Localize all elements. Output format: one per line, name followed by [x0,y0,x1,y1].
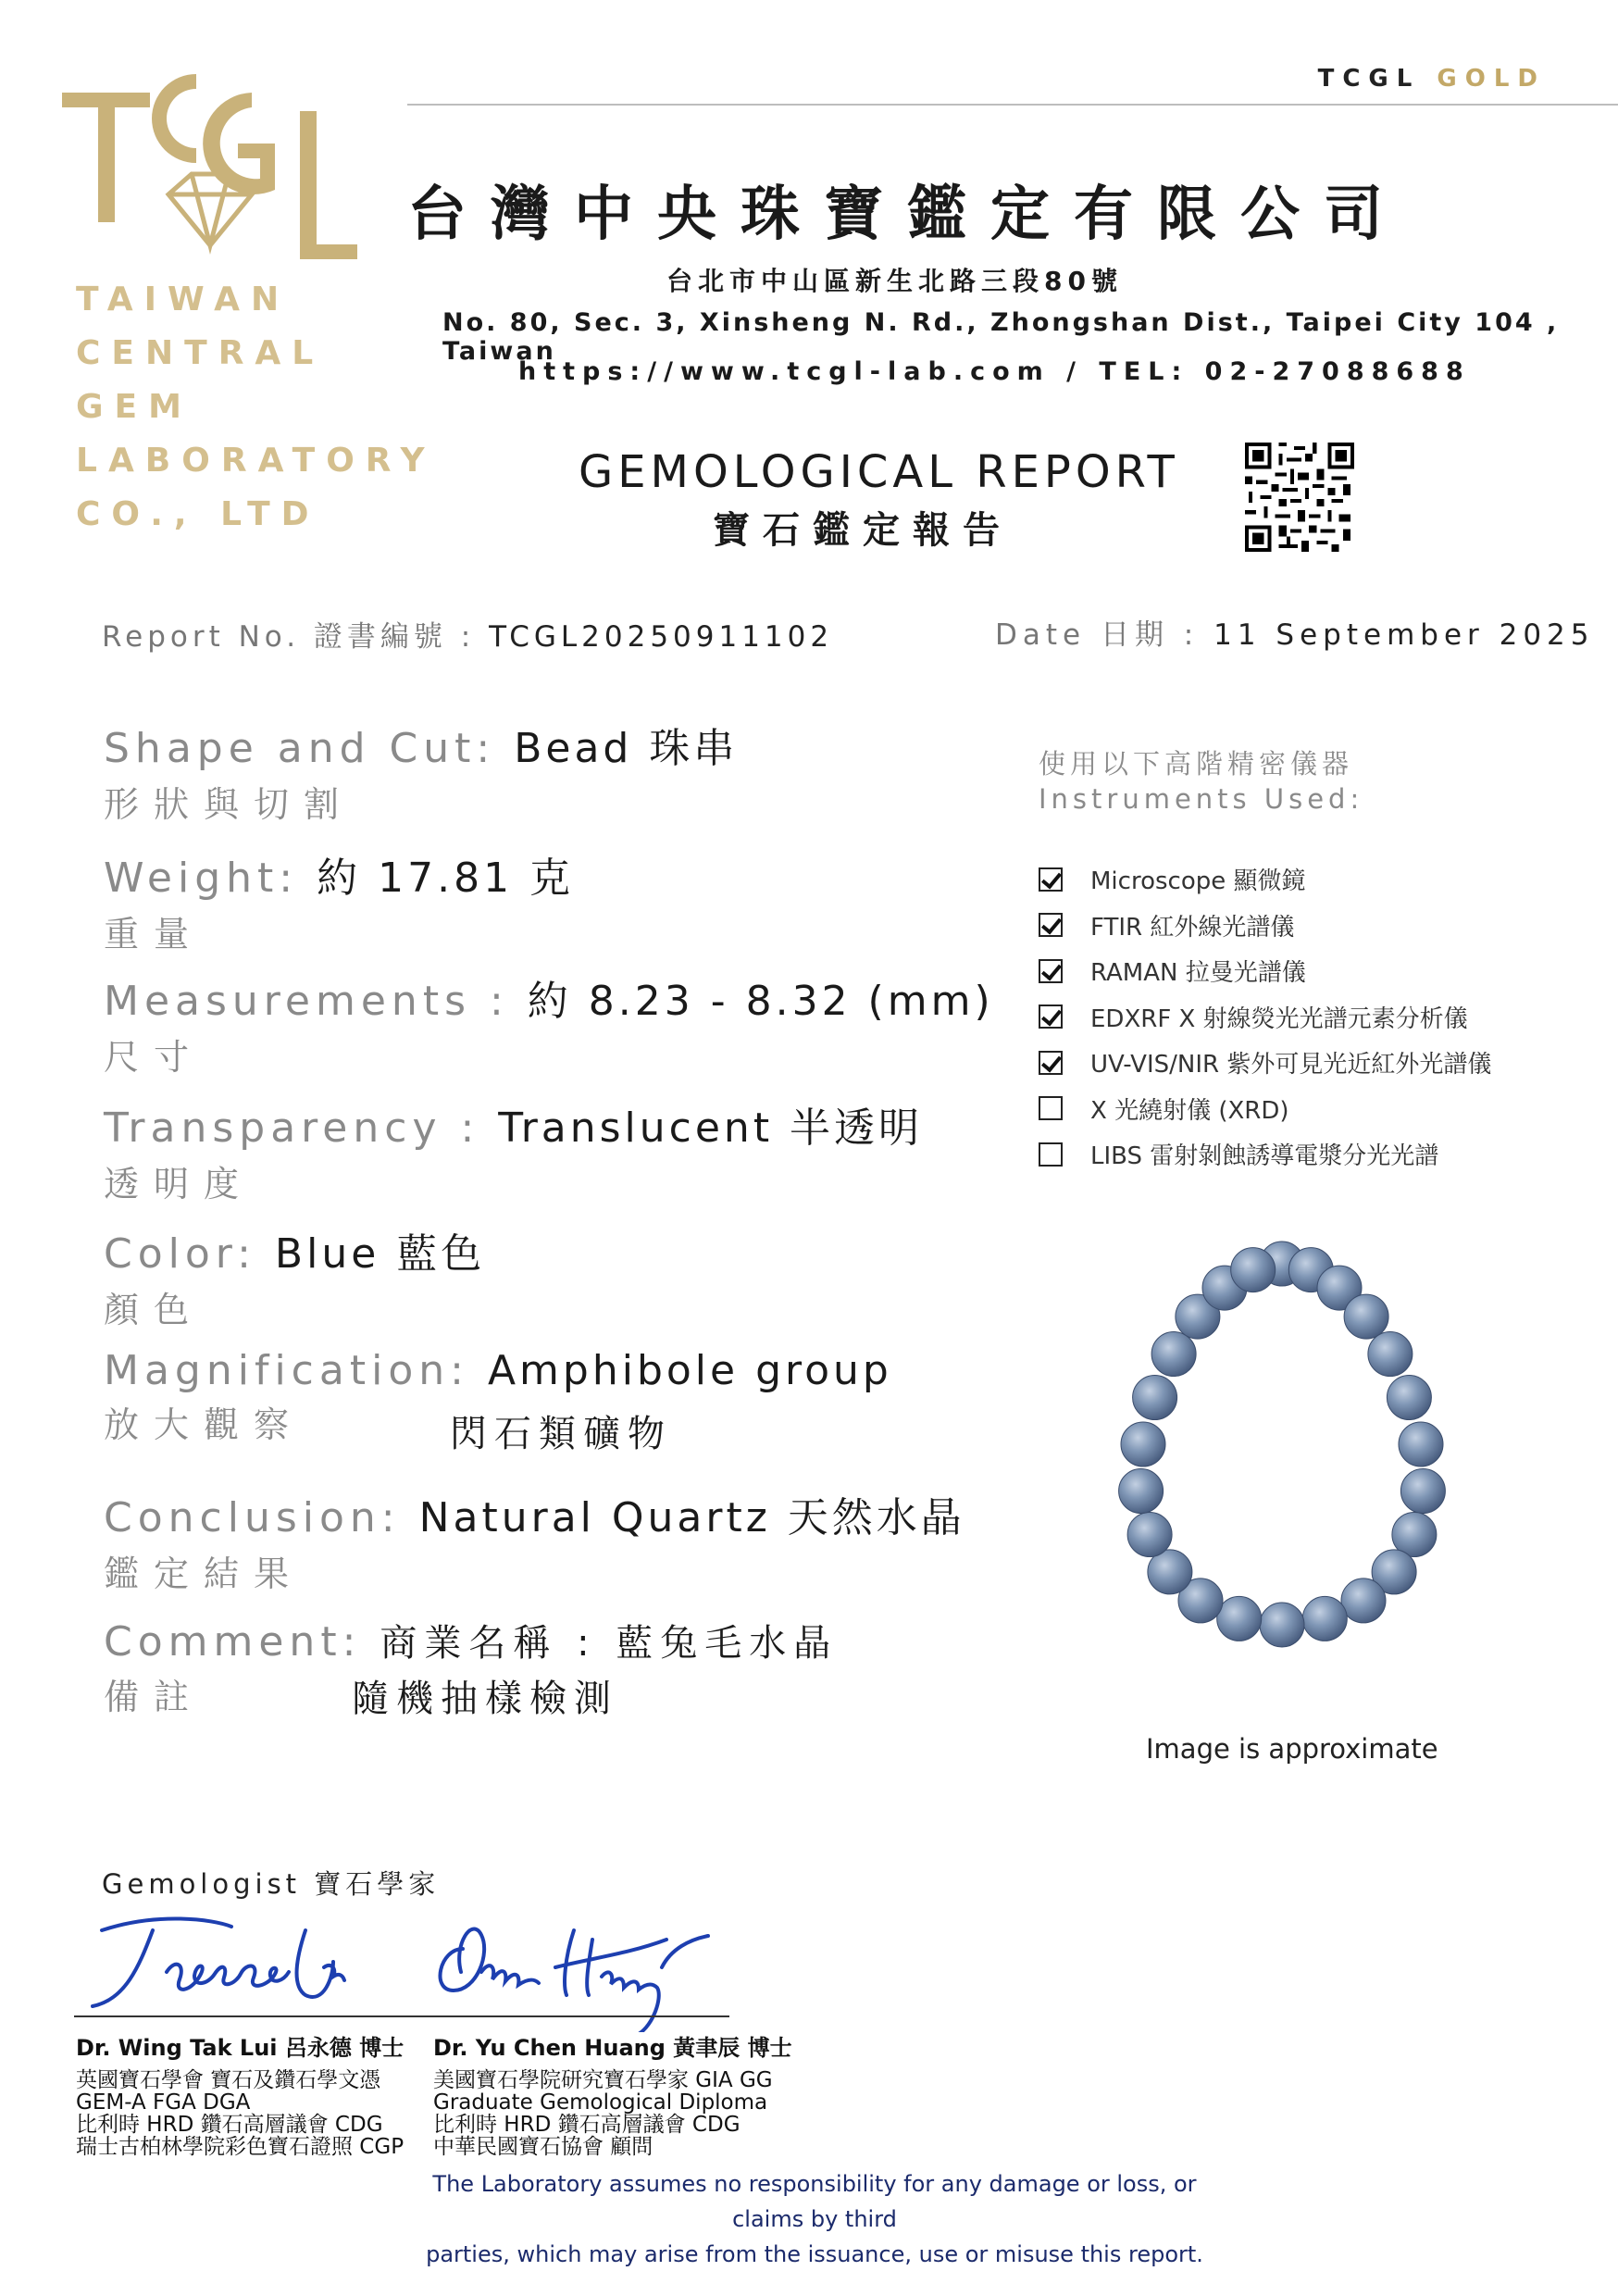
field-label-zh: 鑑定結果 [104,1554,305,1594]
bead [1121,1422,1165,1466]
lab-name [76,273,436,542]
field-value: 約 17.81 克 [317,855,575,902]
instrument-label: RAMAN 拉曼光譜儀 [1090,959,1306,988]
bead [1231,1248,1276,1292]
report-number-label: Report No. 證書編號 : [102,620,490,654]
checkbox-unchecked[interactable] [1039,1096,1063,1120]
field-value: Amphibole group [487,1347,892,1394]
field-magnification [104,1347,892,1455]
field-color [104,1220,485,1332]
instrument-item [1039,856,1491,903]
qr-code-icon [1245,443,1354,552]
field-label: Comment: [104,1618,380,1666]
signatures [74,1903,759,2032]
gemologist-1 [76,2029,404,2158]
field-value: 約 8.23 - 8.32 (mm) [527,978,994,1025]
disclaimer-line: The Laboratory assumes no responsibility for any damage or loss, or claims by third [432,2171,1197,2232]
instrument-label: X 光繞射儀 (XRD) [1090,1096,1289,1125]
field-label: Measurements : [104,978,528,1025]
credential-line: 中華民國寶石協會 顧問 [433,2135,653,2159]
brand-tier-suffix: GOLD [1437,65,1546,93]
field-conclusion [104,1484,965,1596]
field-measurements [104,967,994,1079]
bead [1151,1332,1196,1377]
bead [1368,1332,1413,1377]
header-divider [407,104,1618,106]
report-title: GEMOLOGICAL REPORT [579,446,1179,498]
instrument-item [1039,1086,1491,1132]
bead [1260,1603,1304,1647]
report-date-label: Date 日期 : [995,618,1214,652]
lab-name-line: LABORATORY [76,442,436,480]
field-value: Blue 藍色 [274,1230,486,1278]
bracelet-image [1101,1236,1462,1653]
credential-line: 比利時 HRD 鑽石高層議會 CDG [76,2113,383,2137]
bead [1344,1294,1388,1339]
instrument-item [1039,1131,1491,1178]
company-name: 台灣中央珠寶鑑定有限公司 [407,180,1407,249]
field-label-zh: 顏色 [104,1290,205,1330]
field-label-zh: 形狀與切割 [104,784,355,825]
field-label-zh: 放大觀察 [104,1404,305,1445]
gemologist-2 [433,2029,792,2158]
field-label: Magnification: [104,1347,488,1394]
website-tel: https://www.tcgl-lab.com / TEL: 02-27088688 [518,357,1471,386]
bead [1133,1376,1177,1420]
credential-line: GEM-A FGA DGA [76,2090,251,2115]
checkbox-checked[interactable] [1039,867,1063,892]
instruments-heading-en: Instruments Used: [1039,783,1364,815]
field-label: Weight: [104,855,317,902]
bead [1387,1376,1431,1420]
field-value: 商業名稱 : 藍兔毛水晶 [380,1622,839,1665]
tcgl-logo [57,56,363,268]
report-date-value: 11 September 2025 [1214,618,1595,652]
field-label-zh: 透明度 [104,1164,255,1204]
credential-line: 瑞士古柏林學院彩色寶石證照 CGP [76,2135,404,2159]
credential-line: 比利時 HRD 鑽石高層議會 CDG [433,2113,741,2137]
gemologist-name: Dr. Wing Tak Lui 呂永德 博士 [76,2035,404,2061]
field-weight [104,844,574,956]
field-comment [104,1614,838,1719]
report-number-value: TCGL20250911102 [489,620,834,654]
field-label-zh: 重量 [104,914,205,955]
instrument-label: FTIR 紅外線光譜儀 [1090,913,1295,942]
lab-name-line: TAIWAN [76,281,291,318]
gemologist-credentials [433,2069,792,2158]
bead [1400,1469,1445,1514]
bead [1119,1469,1164,1514]
field-label-zh: 備註 [104,1677,205,1717]
instrument-item [1039,903,1491,949]
report-date [995,611,1595,653]
field-value: Translucent 半透明 [498,1104,924,1152]
credential-line: 美國寶石學院研究寶石學家 GIA GG [433,2068,773,2092]
instrument-label: EDXRF X 射線熒光光譜元素分析儀 [1090,1004,1468,1033]
field-value-zh: 閃石類礦物 [450,1413,672,1455]
bead [1341,1578,1386,1623]
image-caption: Image is approximate [1146,1733,1438,1765]
instrument-item [1039,994,1491,1041]
gemologist-label: Gemologist 寶石學家 [102,1868,441,1900]
field-label-zh: 尺寸 [104,1037,205,1078]
field-transparency [104,1094,923,1206]
checkbox-unchecked[interactable] [1039,1142,1063,1167]
field-value: Natural Quartz 天然水晶 [418,1494,965,1541]
gemologist-name: Dr. Yu Chen Huang 黃聿辰 博士 [433,2035,792,2061]
field-value: Bead 珠串 [514,725,739,772]
bead [1302,1596,1347,1641]
signature-line [74,2015,729,2017]
lab-name-line: CENTRAL [76,334,325,372]
gemologist-credentials [76,2069,404,2158]
report-title-zh: 寶石鑑定報告 [713,509,1013,552]
field-shape [104,715,738,827]
instrument-item [1039,1040,1491,1086]
disclaimer-line: parties, which may arise from the issuance, use or misuse this report. [426,2241,1203,2267]
checkbox-checked[interactable] [1039,1051,1063,1075]
bead [1127,1513,1172,1557]
bead [1217,1596,1262,1641]
instrument-label: Microscope 顯微鏡 [1090,867,1306,896]
instrument-label: LIBS 雷射剝蝕誘導電漿分光光譜 [1090,1142,1439,1171]
checkbox-checked[interactable] [1039,913,1063,937]
instruments-list [1039,856,1491,1178]
field-label: Shape and Cut: [104,725,515,772]
brand-tier-prefix: TCGL [1317,65,1421,93]
field-label: Color: [104,1230,275,1278]
address-en: No. 80, Sec. 3, Xinsheng N. Rd., Zhongshan Dist., Taipei City 104 , Taiwan [442,308,1560,366]
checkbox-checked[interactable] [1039,1004,1063,1029]
field-label: Transparency : [104,1104,499,1152]
address-zh: 台北市中山區新生北路三段80號 [666,266,1123,296]
instruments-heading-zh: 使用以下高階精密儀器 [1039,748,1354,780]
lab-name-line: CO., LTD [76,495,320,533]
lab-name-line: GEM [76,388,193,426]
checkbox-checked[interactable] [1039,959,1063,983]
field-value-line2: 隨機抽樣檢測 [352,1678,618,1720]
field-label: Conclusion: [104,1494,419,1541]
bead [1399,1422,1443,1466]
instrument-label: UV-VIS/NIR 紫外可見光近紅外光譜儀 [1090,1051,1492,1079]
disclaimer [398,2166,1231,2272]
credential-line: Graduate Gemological Diploma [433,2090,768,2115]
report-number [102,613,833,655]
credential-line: 英國寶石學會 寶石及鑽石學文憑 [76,2068,381,2092]
brand-tier [1318,65,1546,93]
instrument-item [1039,948,1491,994]
